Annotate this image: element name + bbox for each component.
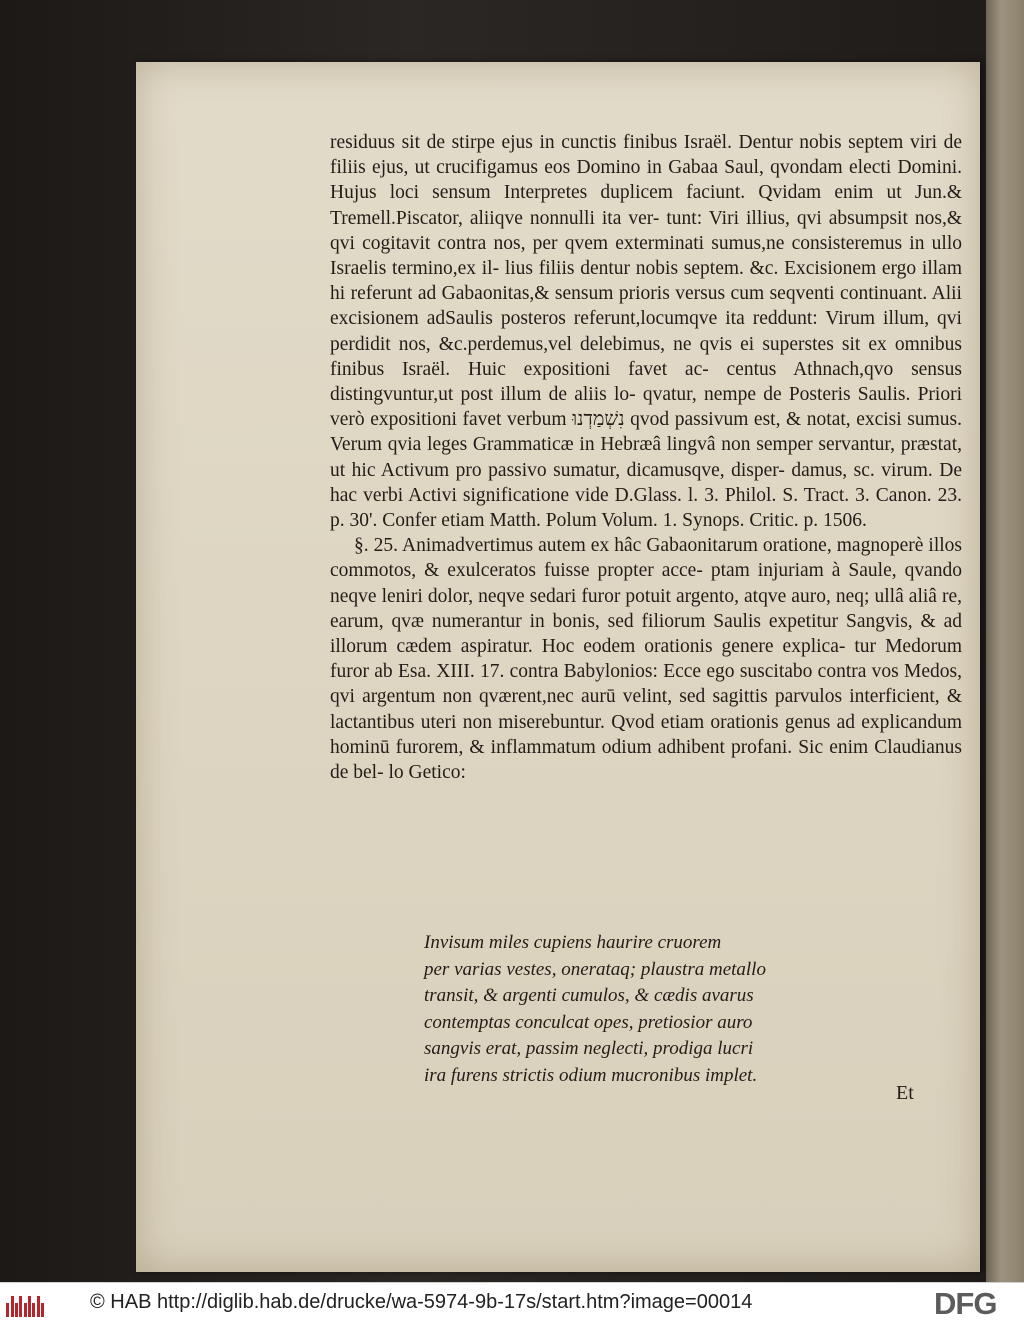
- paragraph2-line: Qvod etiam orationis genus ad explicandum hominū furorem, &: [330, 711, 962, 758]
- verse-line: per varias vestes, onerataq; plaustra metallo: [424, 958, 766, 980]
- paragraph2-line: inflammatum odium adhibent profani. Sic enim Claudianus de bel-: [330, 736, 963, 784]
- page-text: [330, 130, 962, 785]
- paragraph1-line: qvia leges Grammaticæ in Hebræâ lingvâ non semper servantur,: [387, 434, 896, 456]
- paragraph1-line: lius filiis dentur nobis septem. &c. Excisionem ergo illam hi referunt: [330, 258, 962, 305]
- paragraph-1: [330, 130, 962, 533]
- paragraph1-line: Qvidam enim ut Jun.& Tremell.Piscator, aliiqve nonnulli ita ver-: [330, 182, 963, 229]
- paragraph2-line: illorum cædem aspiratur. Hoc eodem orationis genere explica-: [330, 636, 846, 658]
- paragraph1-line: viri de filiis ejus, ut crucifigamus eos Domino in Gabaa Saul, qvondam: [330, 132, 963, 179]
- paragraph1-line: l. 3. Philol. S. Tract. 3. Canon. 23. p. 30'. Confer etiam Matth. Polum: [330, 484, 963, 532]
- paragraph1-line: Alii excisionem adSaulis posteros referunt,locumqve ita reddunt:: [330, 283, 962, 330]
- paragraph2-line: ptam injuriam à Saule, qvando neqve leniri dolor, neqve sedari: [330, 560, 962, 607]
- paragraph1-line: electi Domini. Hujus loci sensum Interpretes duplicem faciunt.: [330, 157, 963, 204]
- verse-quotation: [424, 930, 844, 1090]
- paragraph1-line: tunt: Viri illius, qvi absumpsit nos,& qvi cogitavit contra nos, per: [330, 207, 962, 254]
- verse-line: sangvis erat, passim neglecti, prodiga lucri: [424, 1038, 754, 1060]
- paragraph1-line: Virum illum, qvi perdidit nos, &c.perdemus,vel delebimus, ne qvis ei: [330, 308, 962, 355]
- paragraph1-line: verbum נִשְׁמַדְנוּ qvod passivum est, & notat, excisi sumus. Verum: [330, 409, 962, 456]
- paragraph1-line: residuus sit de stirpe ejus in cunctis finibus Israël. Dentur nobis septem: [330, 132, 904, 153]
- paragraph1-line: centus Athnach,qvo sensus distingvuntur,ut post illum de aliis lo-: [330, 358, 962, 406]
- paragraph1-line: qvatur, nempe de Posteris Saulis. Priori verò expositioni favet: [330, 384, 962, 431]
- paragraph-2: [330, 533, 962, 785]
- catchword: Et: [896, 1082, 914, 1104]
- paragraph2-line: magnoperè illos commotos, & exulceratos fuisse propter acce-: [330, 535, 963, 582]
- paragraph1-line: qvem exterminati sumus,ne consisteremus in ullo Israelis termino,ex il-: [330, 232, 962, 280]
- paragraph1-line: præstat, ut hic Activum pro passivo sumatur, dicamusqve, disper-: [330, 434, 962, 481]
- verse-line: ira furens strictis odium mucronibus implet.: [424, 1064, 758, 1086]
- paragraph2-line: lo Getico:: [388, 762, 466, 784]
- paragraph2-line: furor potuit argento, atqve auro, neq; ullâ aliâ re, earum, qvæ: [330, 585, 963, 632]
- verse-line: Invisum miles cupiens haurire cruorem: [424, 932, 722, 953]
- adjacent-page-edge: [986, 0, 1024, 1282]
- paragraph1-line: ad Gabaonitas,& sensum prioris versus cum seqventi continuant.: [417, 283, 928, 305]
- verse-line: contemptas conculcat opes, pretiosior auro: [424, 1011, 753, 1033]
- paragraph1-line: Volum. 1. Synops. Critic. p. 1506.: [601, 510, 867, 532]
- paragraph1-line: damus, sc. virum. De hac verbi Activi significatione vide D.Glass.: [330, 459, 962, 506]
- verse-line: transit, & argenti cumulos, & cædis avarus: [424, 985, 754, 1007]
- paragraph2-line: suscitabo contra vos Medos, qvi argentum non qværent,nec aurū velint,: [330, 661, 963, 708]
- paragraph1-line: superstes sit ex omnibus finibus Israël. Huic expositioni favet ac-: [330, 333, 962, 380]
- footer-copyright-url[interactable]: © HAB http://diglib.hab.de/drucke/wa-5974-9b-17s/start.htm?image=00014: [90, 1291, 753, 1313]
- dfg-logo: DFG: [934, 1286, 997, 1321]
- paragraph2-line: sed sagittis parvulos interficient, & lactantibus uteri non miserebuntur.: [330, 686, 962, 733]
- paragraph2-line: tur Medorum furor ab Esa. XIII. 17. contra Babylonios: Ecce ego: [330, 636, 962, 683]
- hab-logo-icon: [6, 1289, 46, 1317]
- footer-bar: [0, 1282, 1024, 1323]
- paragraph2-line: numerantur in bonis, sed filiorum Saulis expetitur Sangvis, & ad: [431, 610, 962, 632]
- paragraph2-line: §. 25. Animadvertimus autem ex hâc Gabaonitarum oratione,: [354, 535, 832, 557]
